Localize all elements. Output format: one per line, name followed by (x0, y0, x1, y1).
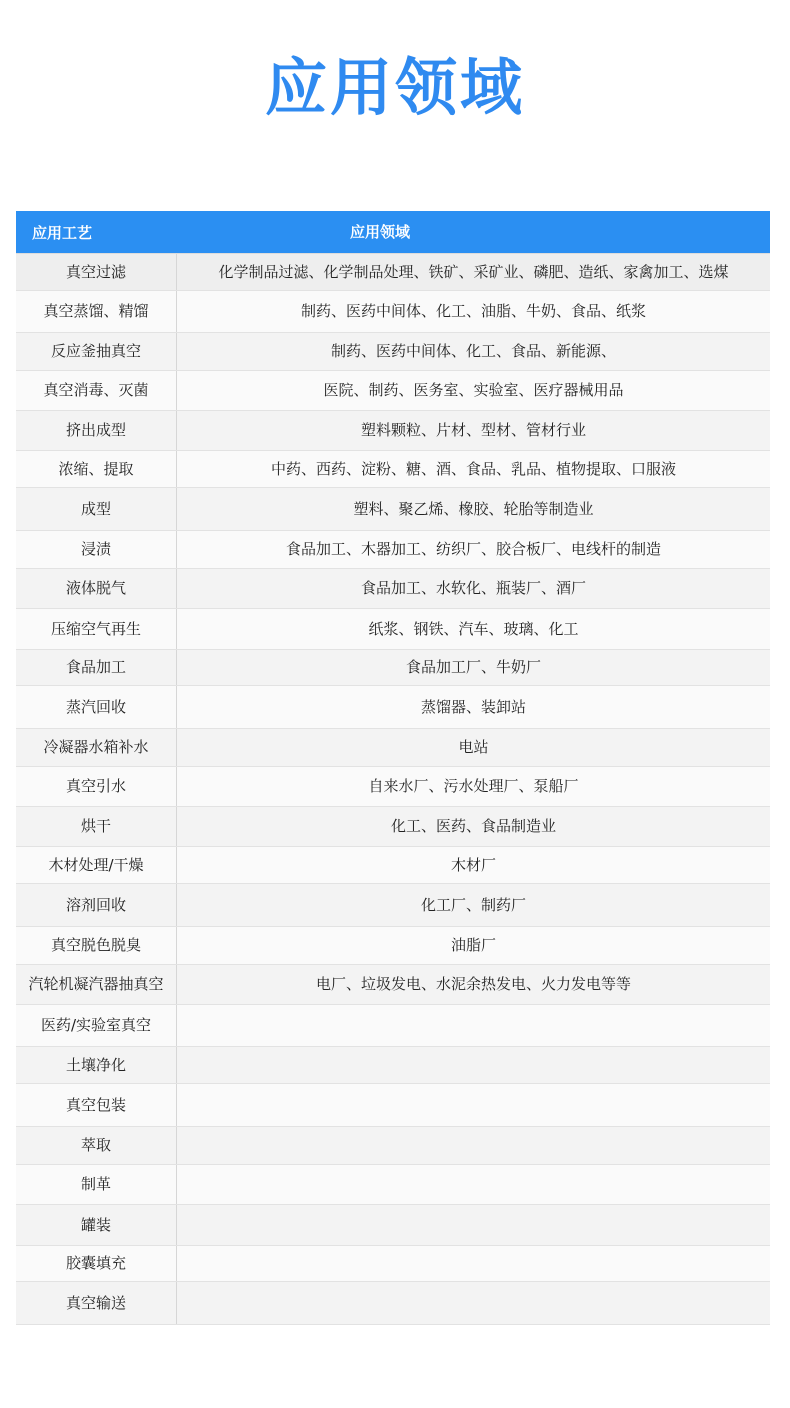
process-cell: 真空脱色脱臭 (16, 927, 177, 964)
table-row (16, 609, 770, 650)
table-row (16, 729, 770, 767)
field-cell (177, 1205, 770, 1245)
field-cell (177, 1047, 770, 1083)
field-cell: 中药、西药、淀粉、糖、酒、食品、乳品、植物提取、口服液 (270, 460, 676, 478)
field-cell (177, 1127, 770, 1164)
table-row (16, 371, 770, 411)
field-cell: 制药、医药中间体、化工、油脂、牛奶、食品、纸浆 (300, 302, 646, 320)
table-row (16, 569, 770, 609)
field-cell: 化工厂、制药厂 (420, 896, 526, 914)
field-cell: 塑料颗粒、片材、型材、管材行业 (360, 421, 586, 439)
field-cell: 电站 (458, 738, 489, 756)
process-cell: 真空引水 (16, 767, 177, 806)
field-cell: 油脂厂 (450, 936, 496, 954)
process-cell: 挤出成型 (16, 411, 177, 450)
table-row (16, 807, 770, 847)
field-cell: 医院、制药、医务室、实验室、医疗器械用品 (323, 381, 624, 399)
field-cell (177, 1005, 770, 1046)
process-cell: 真空包装 (16, 1084, 177, 1126)
process-cell: 汽轮机凝汽器抽真空 (16, 965, 177, 1004)
field-cell: 化学制品过滤、化学制品处理、铁矿、采矿业、磷肥、造纸、家禽加工、选煤 (218, 263, 729, 281)
table-row (16, 1205, 770, 1246)
table-row (16, 1246, 770, 1282)
table-row (16, 253, 770, 291)
process-cell: 真空输送 (16, 1282, 177, 1324)
process-cell: 食品加工 (16, 650, 177, 685)
table-row (16, 531, 770, 569)
field-cell (177, 1084, 770, 1126)
field-cell: 自来水厂、污水处理厂、泵船厂 (368, 777, 579, 795)
process-cell: 液体脱气 (16, 569, 177, 608)
field-cell: 制药、医药中间体、化工、食品、新能源、 (330, 342, 616, 360)
process-cell: 压缩空气再生 (16, 609, 177, 649)
table-row (16, 291, 770, 333)
table-row (16, 451, 770, 488)
table-row (16, 488, 770, 531)
field-cell: 食品加工厂、牛奶厂 (405, 658, 541, 676)
table-row (16, 1047, 770, 1084)
table-row (16, 1005, 770, 1047)
table-row (16, 965, 770, 1005)
process-cell: 真空过滤 (16, 254, 177, 290)
process-cell: 土壤净化 (16, 1047, 177, 1083)
process-cell: 胶囊填充 (16, 1246, 177, 1281)
table-row (16, 650, 770, 686)
table-row (16, 927, 770, 965)
table-header-row (16, 211, 770, 253)
process-cell: 真空蒸馏、精馏 (16, 291, 177, 332)
field-cell (177, 1246, 770, 1281)
process-cell: 真空消毒、灭菌 (16, 371, 177, 410)
field-cell: 食品加工、木器加工、纺织厂、胶合板厂、电线杆的制造 (285, 540, 661, 558)
field-cell: 电厂、垃圾发电、水泥余热发电、火力发电等等 (315, 975, 631, 993)
table-body (16, 253, 770, 1325)
field-cell: 食品加工、水软化、瓶装厂、酒厂 (360, 579, 586, 597)
process-cell: 冷凝器水箱补水 (16, 729, 177, 766)
header-field: 应用领域 (350, 223, 411, 241)
process-cell: 医药/实验室真空 (16, 1005, 177, 1046)
table-row (16, 847, 770, 884)
field-cell: 化工、医药、食品制造业 (390, 817, 556, 835)
process-cell: 反应釜抽真空 (16, 333, 177, 370)
process-cell: 烘干 (16, 807, 177, 846)
table-row (16, 411, 770, 451)
table-row (16, 884, 770, 927)
application-table (16, 211, 770, 1325)
field-cell: 纸浆、钢铁、汽车、玻璃、化工 (368, 620, 579, 638)
process-cell: 成型 (16, 488, 177, 530)
process-cell: 罐装 (16, 1205, 177, 1245)
table-row (16, 1127, 770, 1165)
table-row (16, 686, 770, 729)
field-cell (177, 1282, 770, 1324)
field-cell: 塑料、聚乙烯、橡胶、轮胎等制造业 (353, 500, 594, 518)
process-cell: 浸渍 (16, 531, 177, 568)
table-row (16, 767, 770, 807)
table-row (16, 1282, 770, 1325)
field-cell (177, 1165, 770, 1204)
process-cell: 制革 (16, 1165, 177, 1204)
process-cell: 浓缩、提取 (16, 451, 177, 487)
table-row (16, 1084, 770, 1127)
process-cell: 萃取 (16, 1127, 177, 1164)
field-cell: 蒸馏器、装卸站 (420, 698, 526, 716)
field-cell: 木材厂 (450, 856, 496, 874)
header-process: 应用工艺 (32, 224, 93, 242)
process-cell: 木材处理/干燥 (16, 847, 177, 883)
page-title: 应用领域 (264, 51, 525, 124)
process-cell: 溶剂回收 (16, 884, 177, 926)
process-cell: 蒸汽回收 (16, 686, 177, 728)
table-row (16, 333, 770, 371)
table-row (16, 1165, 770, 1205)
